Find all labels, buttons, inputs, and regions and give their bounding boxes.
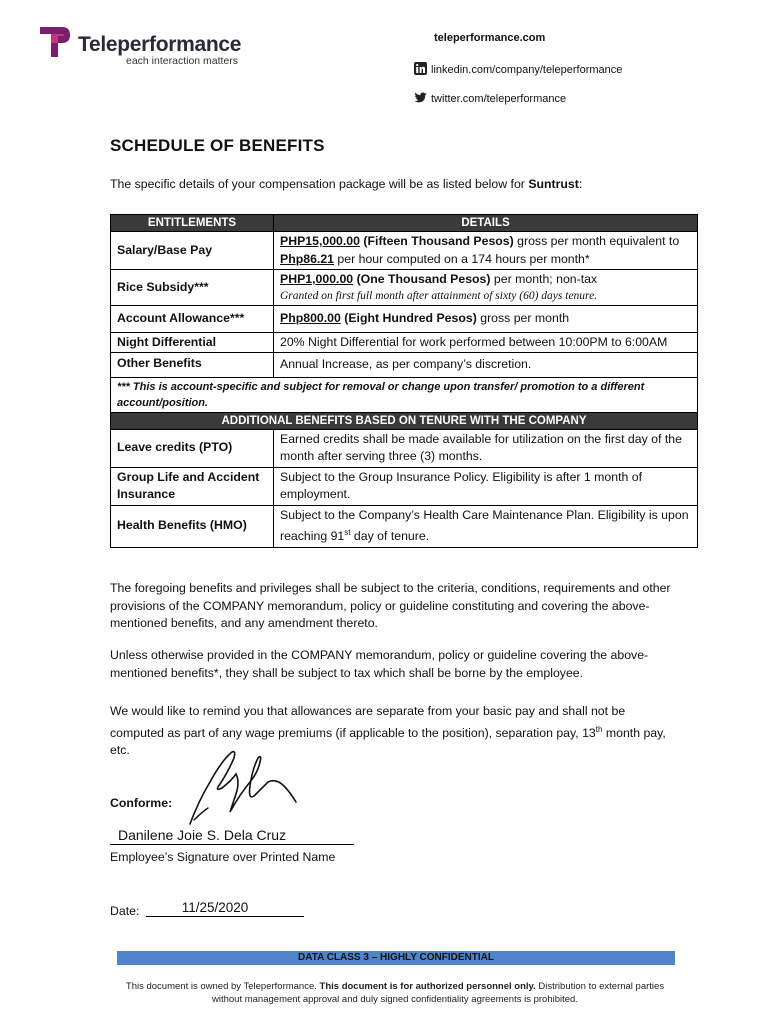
intro-body: The specific details of your compensation package will be as listed below for bbox=[110, 177, 529, 191]
rice-amount: PHP1,000.00 bbox=[280, 272, 354, 286]
salary-text2: per hour computed on a 174 hours per month* bbox=[334, 251, 590, 266]
intro-text bbox=[110, 177, 582, 191]
allowance-details bbox=[274, 306, 698, 333]
leave-label: Leave credits (PTO) bbox=[111, 429, 274, 467]
page-title: SCHEDULE OF BENEFITS bbox=[110, 136, 325, 155]
footer-rest: Distribution to external parties without management approval and duly signed confidentiality agreements is prohibited. bbox=[212, 981, 665, 1005]
table-row bbox=[111, 353, 698, 378]
account-specific-note: *** This is account-specific and subject for removal or change upon transfer/ promotion to a different account/position. bbox=[111, 377, 698, 412]
allowances-text-b: month pay, etc. bbox=[110, 725, 666, 758]
table-row bbox=[111, 270, 698, 306]
salary-amount: PHP15,000.00 bbox=[280, 234, 360, 248]
header-details: DETAILS bbox=[274, 215, 698, 232]
twitter-link[interactable] bbox=[414, 91, 566, 106]
signature-caption: Employee’s Signature over Printed Name bbox=[110, 850, 336, 864]
data-class-banner: DATA CLASS 3 – HIGHLY CONFIDENTIAL bbox=[117, 951, 675, 965]
paragraph-conditions: The foregoing benefits and privileges shall be subject to the criteria, conditions, requirements and other provisions of the COMPANY memorandum, policy or guideline constituting and covering the above-mentioned benefits, and any amendment thereto. bbox=[110, 581, 671, 630]
linkedin-text: linkedin.com/company/teleperformance bbox=[431, 64, 623, 76]
life-label: Group Life and Accident Insurance bbox=[111, 467, 274, 505]
life-details: Subject to the Group Insurance Policy. Eligibility is after 1 month of employment. bbox=[274, 467, 698, 505]
salary-words: (Fifteen Thousand Pesos) bbox=[360, 234, 514, 248]
rice-text: per month; non-tax bbox=[490, 272, 598, 286]
rice-label: Rice Subsidy*** bbox=[111, 270, 274, 306]
allowance-amount: Php800.00 bbox=[280, 311, 341, 325]
linkedin-link[interactable] bbox=[414, 62, 622, 77]
brand-name: Teleperformance bbox=[78, 33, 242, 56]
date-field: 11/25/2020 bbox=[146, 900, 304, 917]
health-label: Health Benefits (HMO) bbox=[111, 505, 274, 547]
salary-text1: gross per month equivalent to bbox=[513, 234, 680, 248]
footer-authorized: This document is for authorized personnel only. bbox=[319, 981, 536, 992]
paragraph-tax: Unless otherwise provided in the COMPANY memorandum, policy or guideline covering the above-mentioned benefits*, they shall be subject to tax which shall be borne by the employee. bbox=[110, 648, 649, 680]
salary-details bbox=[274, 232, 698, 270]
table-header-row bbox=[111, 215, 698, 232]
salary-hourly: Php86.21 bbox=[280, 251, 334, 266]
health-details bbox=[274, 505, 698, 547]
table-note-row bbox=[111, 377, 698, 412]
footer-owned: This document is owned by Teleperformance. bbox=[125, 981, 320, 992]
salary-label: Salary/Base Pay bbox=[111, 232, 274, 270]
tenure-header: ADDITIONAL BENEFITS BASED ON TENURE WITH THE COMPANY bbox=[111, 412, 698, 429]
date-label: Date: bbox=[110, 904, 140, 918]
table-row bbox=[111, 429, 698, 467]
health-sup: st bbox=[344, 528, 351, 537]
night-details: 20% Night Differential for work performed between 10:00PM to 6:00AM bbox=[274, 332, 698, 353]
linkedin-icon bbox=[414, 62, 427, 75]
footer-notice bbox=[110, 980, 680, 1006]
other-details: Annual Increase, as per company’s discretion. bbox=[274, 353, 698, 378]
leave-details: Earned credits shall be made available for utilization on the first day of the month after serving three (3) months. bbox=[274, 429, 698, 467]
allowances-sup: th bbox=[595, 724, 603, 734]
rice-note: Granted on first full month after attainment of sixty (60) days tenure. bbox=[280, 290, 598, 302]
allowance-words: (Eight Hundred Pesos) bbox=[340, 311, 477, 325]
printed-name-field: Danilene Joie S. Dela Cruz bbox=[110, 826, 354, 845]
table-row bbox=[111, 467, 698, 505]
tenure-header-row bbox=[111, 412, 698, 429]
rice-details bbox=[274, 270, 698, 306]
header-entitlements: ENTITLEMENTS bbox=[111, 215, 274, 232]
allowance-label: Account Allowance*** bbox=[111, 306, 274, 333]
table-row bbox=[111, 505, 698, 547]
table-row bbox=[111, 232, 698, 270]
other-label: Other Benefits bbox=[111, 353, 274, 378]
company-logo bbox=[40, 24, 250, 68]
brand-tagline: each interaction matters bbox=[126, 55, 239, 67]
health-text: Subject to the Company’s Health Care Maintenance Plan. Eligibility is upon reaching 91 bbox=[280, 507, 689, 544]
night-label: Night Differential bbox=[111, 332, 274, 353]
allowance-text: gross per month bbox=[476, 311, 570, 325]
conforme-label: Conforme: bbox=[110, 796, 173, 810]
teleperformance-logo-icon bbox=[40, 24, 72, 58]
twitter-text: twitter.com/teleperformance bbox=[431, 93, 567, 105]
rice-words: (One Thousand Pesos) bbox=[353, 272, 491, 286]
intro-suffix: : bbox=[578, 177, 583, 191]
allowances-text-a: We would like to remind you that allowances are separate from your basic pay and shall not be computed as part of any wage premiums (if applicable to the position), separation pay, 13 bbox=[110, 704, 626, 740]
benefits-table bbox=[110, 214, 698, 548]
health-text2: day of tenure. bbox=[350, 529, 430, 544]
handwritten-signature bbox=[180, 742, 300, 830]
website-link[interactable]: teleperformance.com bbox=[434, 32, 546, 44]
table-row bbox=[111, 306, 698, 333]
twitter-icon bbox=[414, 91, 427, 104]
intro-account: Suntrust bbox=[528, 177, 579, 191]
table-row bbox=[111, 332, 698, 353]
